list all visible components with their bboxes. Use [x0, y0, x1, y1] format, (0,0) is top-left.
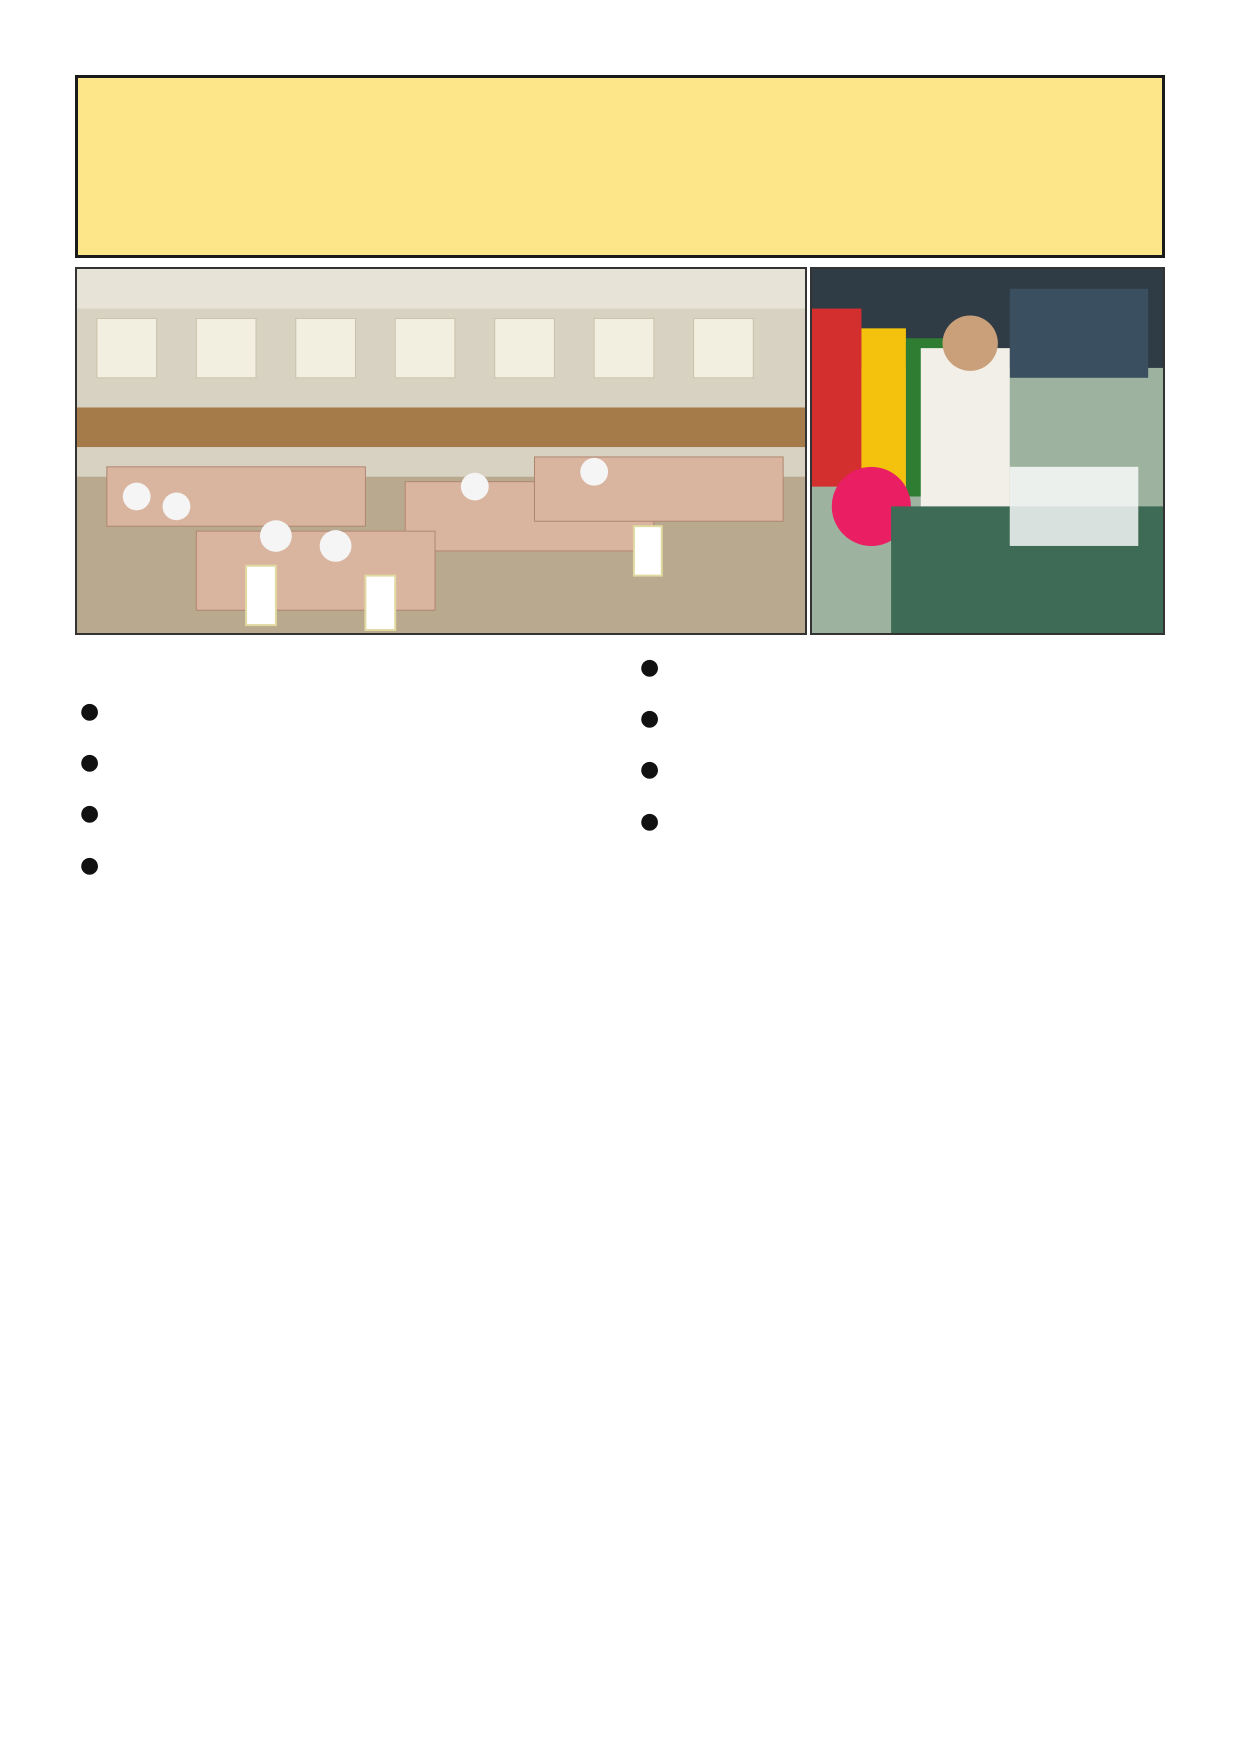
meeting-hall-photo [75, 267, 807, 635]
title-box [75, 75, 1165, 258]
bullet-icon: ● [640, 655, 660, 680]
bullet-icon: ● [640, 757, 660, 783]
bullet-text [680, 650, 1165, 685]
list-item [80, 745, 605, 780]
bullet-icon: ● [80, 852, 100, 878]
bullet-text [680, 804, 1165, 839]
bullet-text [120, 796, 605, 831]
list-item [640, 701, 1165, 736]
bullet-icon: ● [640, 706, 660, 732]
article-left-column [80, 650, 605, 899]
bullet-icon: ● [80, 801, 100, 827]
bullet-icon: ● [80, 699, 100, 724]
bullet-text [680, 701, 1165, 736]
bullet-icon: ● [640, 808, 660, 834]
bullet-text [680, 752, 1165, 787]
speaker-photo [810, 267, 1165, 635]
bullet-icon: ● [80, 750, 100, 776]
list-item [80, 694, 605, 729]
article-intro [80, 650, 605, 680]
list-item [80, 796, 605, 831]
bullet-text [120, 848, 605, 883]
list-item [640, 752, 1165, 787]
bullet-text [120, 745, 605, 780]
article-right-column [640, 650, 1165, 855]
list-item [640, 804, 1165, 839]
list-item [80, 848, 605, 883]
list-item [640, 650, 1165, 685]
bullet-text [120, 694, 605, 729]
